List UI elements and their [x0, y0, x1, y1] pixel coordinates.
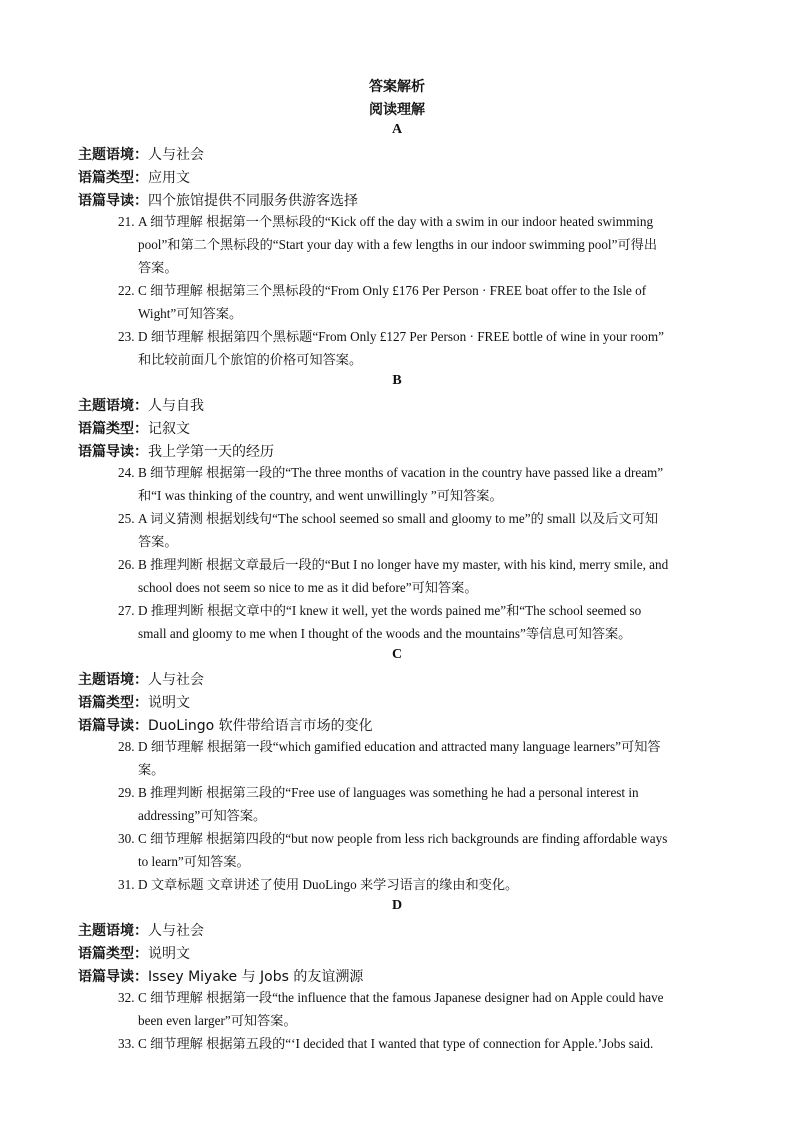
question-text-continued: addressing”可知答案。: [138, 808, 267, 823]
question-text-continued: small and gloomy to me when I thought of the woods and the mountains”等信息可知答案。: [138, 626, 632, 641]
question-number: 21.: [118, 214, 135, 229]
type-value: 应用文: [148, 170, 190, 186]
question-26: [118, 553, 720, 599]
question-text-continued: pool”和第二个黑标段的“Start your day with a few lengths in our indoor swimming pool”可得出: [138, 237, 658, 252]
theme-value: 人与社会: [148, 923, 204, 939]
question-text: C 细节理解 根据第四段的“but now people from less rich backgrounds are finding affordable ways: [138, 831, 668, 846]
question-text: D 细节理解 根据第一段“which gamified education and attracted many language learners”可知答: [138, 739, 661, 754]
question-text-continued: school does not seem so nice to me as it did before”可知答案。: [138, 580, 478, 595]
theme-value: 人与社会: [148, 147, 204, 163]
section-a-guide: [78, 190, 358, 210]
question-text: C 细节理解 根据第五段的“‘I decided that I wanted that type of connection for Apple.’Jobs said.: [138, 1036, 654, 1051]
theme-value: 人与社会: [148, 672, 204, 688]
theme-label: 主题语境：: [78, 147, 148, 163]
question-28: [118, 735, 720, 781]
question-24: [118, 461, 720, 507]
page-title: 答案解析: [369, 79, 425, 95]
question-27: [118, 599, 720, 645]
theme-label: 主题语境：: [78, 923, 148, 939]
question-text: B 推理判断 根据文章最后一段的“But I no longer have my master, with his kind, merry smile, and: [138, 557, 669, 572]
section-c-letter: C: [391, 647, 403, 662]
question-number: 30.: [118, 831, 135, 846]
guide-label: 语篇导读：: [78, 969, 148, 985]
question-29: [118, 781, 720, 827]
question-text: B 细节理解 根据第一段的“The three months of vacation in the country have passed like a dream”: [138, 465, 664, 480]
question-text: A 词义猜测 根据划线句“The school seemed so small and gloomy to me”的 small 以及后文可知: [138, 511, 659, 526]
question-text-continued: 案。: [138, 762, 165, 777]
guide-value: 我上学第一天的经历: [148, 444, 274, 460]
question-text-continued: 和比较前面几个旅馆的价格可知答案。: [138, 352, 363, 367]
question-number: 32.: [118, 990, 135, 1005]
guide-value: DuoLingo 软件带给语言市场的变化: [148, 718, 373, 734]
question-number: 28.: [118, 739, 135, 754]
section-b-type: [78, 418, 190, 438]
section-d-letter: D: [391, 898, 403, 913]
question-text-continued: to learn”可知答案。: [138, 854, 250, 869]
question-23: [118, 325, 720, 371]
section-a-letter: A: [391, 122, 403, 137]
question-number: 24.: [118, 465, 135, 480]
type-label: 语篇类型：: [78, 421, 148, 437]
question-text: A 细节理解 根据第一个黑标段的“Kick off the day with a swim in our indoor heated swimming: [138, 214, 654, 229]
theme-value: 人与自我: [148, 398, 204, 414]
theme-label: 主题语境：: [78, 672, 148, 688]
question-text-continued: 答案。: [138, 260, 178, 275]
section-d-guide: [78, 966, 363, 986]
question-text-continued: Wight”可知答案。: [138, 306, 243, 321]
question-text: D 细节理解 根据第四个黑标题“From Only £127 Per Person · FREE bottle of wine in your room”: [138, 329, 664, 344]
type-value: 说明文: [148, 695, 190, 711]
type-value: 说明文: [148, 946, 190, 962]
question-text-continued: been even larger”可知答案。: [138, 1013, 297, 1028]
guide-label: 语篇导读：: [78, 193, 148, 209]
section-c-type: [78, 692, 190, 712]
theme-label: 主题语境：: [78, 398, 148, 414]
question-number: 27.: [118, 603, 135, 618]
section-d-theme: [78, 920, 204, 940]
section-b-letter: B: [392, 373, 402, 388]
question-text: C 细节理解 根据第一段“the influence that the famous Japanese designer had on Apple could have: [138, 990, 664, 1005]
type-label: 语篇类型：: [78, 695, 148, 711]
type-value: 记叙文: [148, 421, 190, 437]
section-d-type: [78, 943, 190, 963]
question-number: 22.: [118, 283, 135, 298]
question-text: D 推理判断 根据文章中的“I knew it well, yet the words pained me”和“The school seemed so: [138, 603, 642, 618]
question-text: D 文章标题 文章讲述了使用 DuoLingo 来学习语言的缘由和变化。: [138, 877, 519, 892]
section-c-theme: [78, 669, 204, 689]
question-33: [118, 1032, 720, 1055]
section-b-theme: [78, 395, 204, 415]
section-b-guide: [78, 441, 274, 461]
question-text: C 细节理解 根据第三个黑标段的“From Only £176 Per Person · FREE boat offer to the Isle of: [138, 283, 647, 298]
question-number: 25.: [118, 511, 135, 526]
type-label: 语篇类型：: [78, 170, 148, 186]
question-number: 26.: [118, 557, 135, 572]
section-a-theme: [78, 144, 204, 164]
question-text-continued: 和“I was thinking of the country, and went unwillingly ”可知答案。: [138, 488, 503, 503]
type-label: 语篇类型：: [78, 946, 148, 962]
question-text: B 推理判断 根据第三段的“Free use of languages was something he had a personal interest in: [138, 785, 639, 800]
question-text-continued: 答案。: [138, 534, 178, 549]
question-31: [118, 873, 720, 896]
guide-label: 语篇导读：: [78, 444, 148, 460]
question-number: 29.: [118, 785, 135, 800]
question-21: [118, 210, 720, 279]
page-subtitle: 阅读理解: [369, 102, 425, 118]
guide-label: 语篇导读：: [78, 718, 148, 734]
question-number: 33.: [118, 1036, 135, 1051]
question-number: 23.: [118, 329, 135, 344]
question-32: [118, 986, 720, 1032]
question-number: 31.: [118, 877, 135, 892]
question-30: [118, 827, 720, 873]
section-a-type: [78, 167, 190, 187]
section-c-guide: [78, 715, 373, 735]
guide-value: Issey Miyake 与 Jobs 的友谊溯源: [148, 969, 364, 985]
guide-value: 四个旅馆提供不同服务供游客选择: [148, 193, 358, 209]
question-25: [118, 507, 720, 553]
question-22: [118, 279, 720, 325]
